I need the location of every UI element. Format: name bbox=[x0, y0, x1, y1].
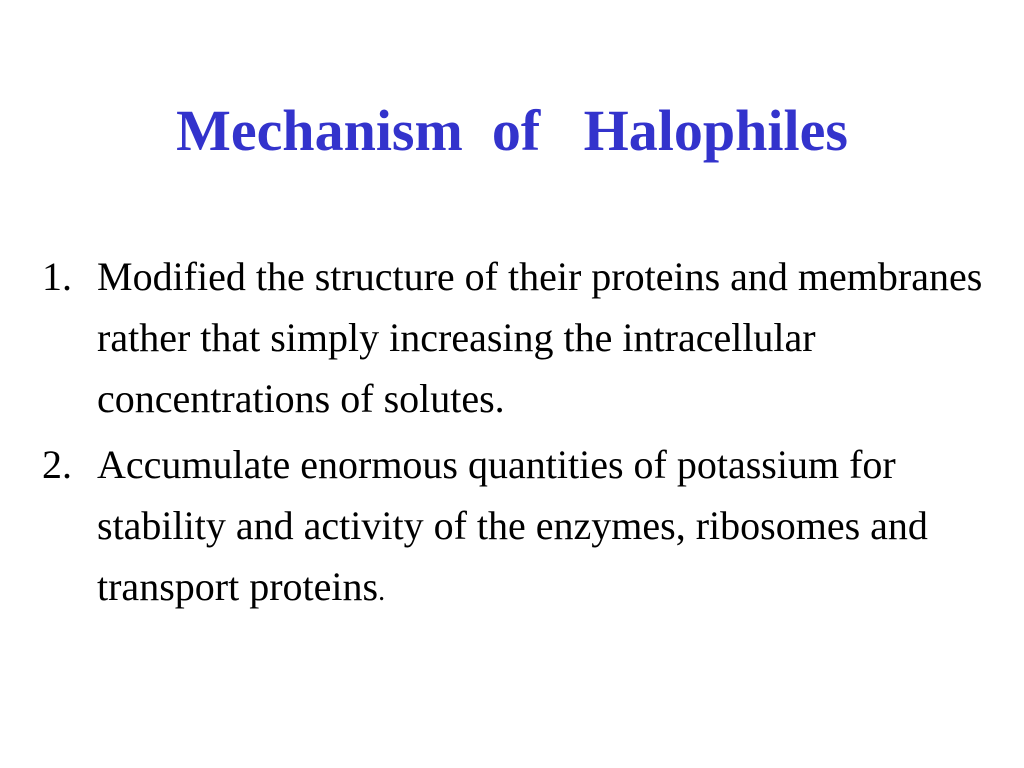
list-item bbox=[42, 434, 1002, 622]
list-item-text bbox=[97, 246, 1002, 434]
list-item-end: . bbox=[378, 576, 386, 607]
list-item bbox=[42, 246, 1002, 434]
list-item-body: Accumulate enormous quantities of potassium for stability and activity of the enzymes, ribosomes and transport proteins bbox=[97, 442, 928, 609]
list-item-number: 1. bbox=[42, 254, 72, 299]
list-item-body: Modified the structure of their proteins and membranes rather that simply increasing the intracellular concentrations of solutes. bbox=[97, 254, 983, 421]
bullet-list bbox=[42, 246, 1002, 622]
list-item-number: 2. bbox=[42, 442, 72, 487]
slide-title: Mechanism of Halophiles bbox=[176, 98, 848, 163]
list-item-text bbox=[97, 434, 1002, 622]
